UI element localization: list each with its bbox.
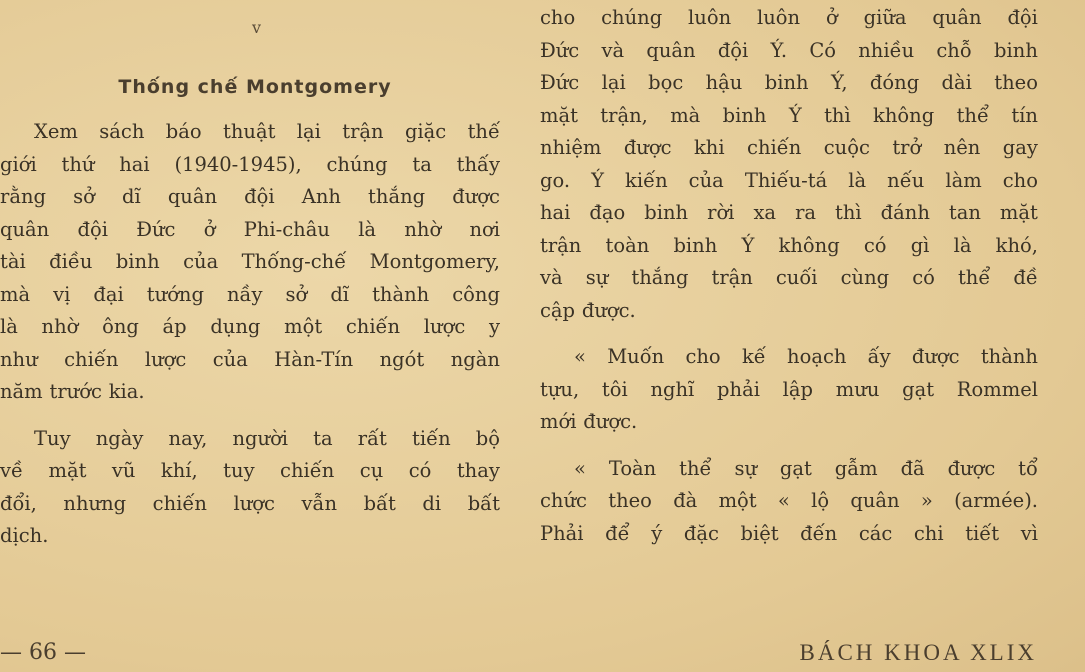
text-line: tài điều binh của Thống-chế Montgomery, — [0, 250, 500, 273]
text-line: giới thứ hai (1940-1945), chúng ta thấy — [0, 152, 500, 176]
text-line: rằng sở dĩ quân đội Anh thắng được — [0, 185, 500, 208]
text-line: đổi, nhưng chiến lược vẫn bất di bất — [0, 491, 500, 515]
text-line: « Muốn cho kế hoạch ấy được thành — [574, 345, 1038, 368]
text-line: chức theo đà một « lộ quân » (armée). — [540, 489, 1038, 512]
text-line: Đức và quân đội Ý. Có nhiều chỗ binh — [540, 38, 1038, 62]
text-line: cho chúng luôn luôn ở giữa quân đội — [540, 6, 1038, 29]
text-line: nhiệm được khi chiến cuộc trở nên gay — [540, 136, 1038, 159]
text-line: hai đạo binh rời xa ra thì đánh tan mặt — [540, 201, 1038, 224]
publication-title: BÁCH KHOA XLIX — [799, 640, 1037, 665]
right-column — [540, 2, 1038, 550]
paragraph-gap — [540, 327, 1038, 341]
text-line: mà vị đại tướng nầy sở dĩ thành công — [0, 282, 500, 306]
text-line: mới được. — [540, 410, 638, 433]
section-mark: v — [252, 18, 262, 37]
text-line: năm trước kia. — [0, 380, 145, 403]
text-line: trận toàn binh Ý không có gì là khó, — [540, 233, 1038, 257]
text-line: là nhờ ông áp dụng một chiến lược y — [0, 315, 500, 338]
text-line: Xem sách báo thuật lại trận giặc thế — [34, 120, 500, 143]
section-heading: Thống chế Montgomery — [118, 76, 392, 98]
paragraph-gap — [540, 439, 1038, 453]
text-line: như chiến lược của Hàn-Tín ngót ngàn — [0, 347, 500, 371]
text-line: Phải để ý đặc biệt đến các chi tiết vì — [540, 521, 1038, 545]
text-line: Đức lại bọc hậu binh Ý, đóng dài theo — [540, 71, 1038, 94]
text-line: mặt trận, mà binh Ý thì không thể tín — [540, 103, 1038, 127]
page-number: — 66 — — [0, 640, 86, 665]
text-line: tựu, tôi nghĩ phải lập mưu gạt Rommel — [540, 377, 1038, 401]
text-line: « Toàn thể sự gạt gẫm đã được tổ — [574, 456, 1038, 480]
text-line: quân đội Đức ở Phi-châu là nhờ nơi — [0, 217, 500, 241]
text-line: về mặt vũ khí, tuy chiến cụ có thay — [0, 459, 500, 482]
left-column — [0, 116, 500, 553]
paragraph-gap — [0, 409, 500, 423]
text-line: và sự thắng trận cuối cùng có thể đề — [540, 266, 1038, 289]
text-line: Tuy ngày nay, người ta rất tiến bộ — [34, 426, 500, 450]
text-line: dịch. — [0, 524, 49, 547]
text-line: go. Ý kiến của Thiếu-tá là nếu làm cho — [540, 168, 1038, 192]
text-line: cập được. — [540, 298, 636, 322]
